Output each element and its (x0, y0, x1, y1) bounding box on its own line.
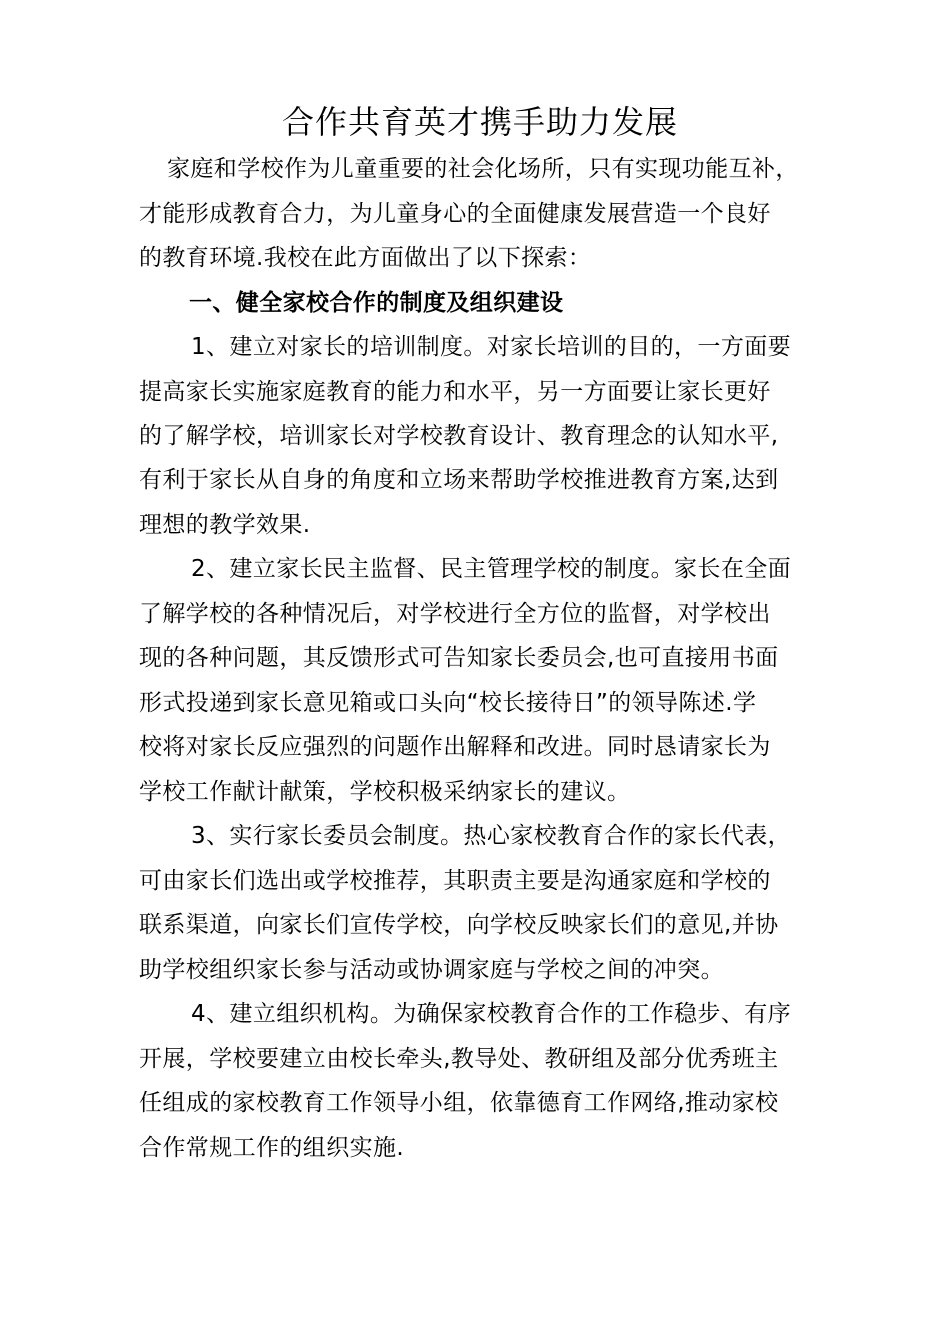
item-2-line-6: 学校工作献计献策，学校积极采纳家长的建议。 (139, 779, 631, 805)
item-3-line-2: 可由家长们选出或学校推荐，其职责主要是沟通家庭和学校的 (139, 868, 771, 894)
intro-line-2: 才能形成教育合力，为儿童身心的全面健康发展营造一个良好 (139, 201, 771, 227)
item-3-line-3: 联系渠道，向家长们宣传学校，向学校反映家长们的意见,并协 (139, 912, 779, 938)
item-2-line-3: 现的各种问题，其反馈形式可告知家长委员会,也可直接用书面 (139, 645, 779, 671)
item-1-line-5: 理想的教学效果. (139, 512, 311, 538)
document-title: 合作共育英才携手助力发展 (281, 103, 678, 141)
section-heading-1: 一、健全家校合作的制度及组织建设 (189, 290, 564, 316)
item-2-line-4: 形式投递到家长意见箱或口头向“校长接待日”的领导陈述.学 (139, 690, 757, 716)
item-4-line-4: 合作常规工作的组织实施. (139, 1135, 405, 1161)
item-1-line-1: 1、建立对家长的培训制度。对家长培训的目的，一方面要 (191, 334, 792, 360)
item-1-line-3: 的了解学校，培训家长对学校教育设计、教育理念的认知水平, (139, 423, 779, 449)
item-1-line-2: 提高家长实施家庭教育的能力和水平，另一方面要让家长更好 (139, 379, 771, 405)
item-4-line-3: 任组成的家校教育工作领导小组，依靠德育工作网络,推动家校 (139, 1090, 779, 1116)
item-3-line-1: 3、实行家长委员会制度。热心家校教育合作的家长代表， (191, 823, 792, 849)
item-2-line-2: 了解学校的各种情况后，对学校进行全方位的监督，对学校出 (139, 601, 771, 627)
item-1-line-4: 有利于家长从自身的角度和立场来帮助学校推进教育方案,达到 (139, 467, 779, 493)
intro-line-1: 家庭和学校作为儿童重要的社会化场所，只有实现功能互补， (167, 156, 799, 182)
item-2-line-1: 2、建立家长民主监督、民主管理学校的制度。家长在全面 (191, 556, 792, 582)
item-4-line-2: 开展，学校要建立由校长牵头,教导处、教研组及部分优秀班主 (139, 1046, 779, 1072)
item-2-line-5: 校将对家长反应强烈的问题作出解释和改进。同时恳请家长为 (139, 734, 771, 760)
item-4-line-1: 4、建立组织机构。为确保家校教育合作的工作稳步、有序 (191, 1001, 792, 1027)
item-3-line-4: 助学校组织家长参与活动或协调家庭与学校之间的冲突。 (139, 957, 724, 983)
intro-line-3: 的教育环境.我校在此方面做出了以下探索： (139, 245, 592, 271)
